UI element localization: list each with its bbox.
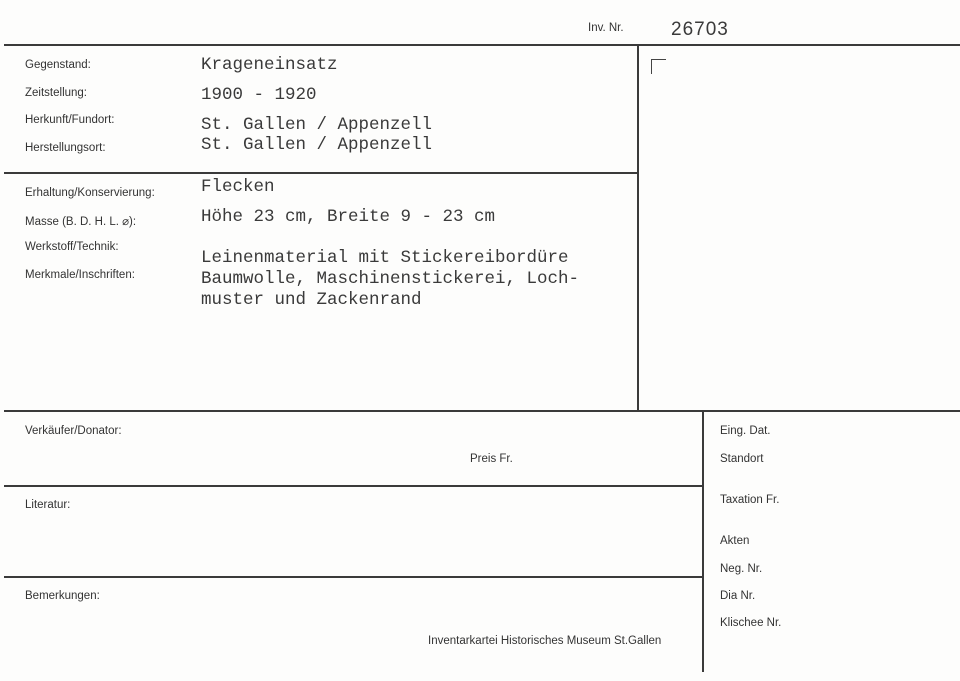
label-herkunft: Herkunft/Fundort: <box>25 114 115 126</box>
photo-corner-mark <box>651 59 666 74</box>
inv-nr-label: Inv. Nr. <box>588 22 624 34</box>
value-masse: Höhe 23 cm, Breite 9 - 23 cm <box>201 207 496 227</box>
value-werkstoff-line-3: muster und Zackenrand <box>201 290 422 310</box>
vertical-divider-top <box>637 44 639 411</box>
label-dia-nr: Dia Nr. <box>720 590 756 602</box>
label-zeitstellung: Zeitstellung: <box>25 87 88 99</box>
label-akten: Akten <box>720 535 750 547</box>
footer-museum: Inventarkartei Historisches Museum St.Gallen <box>428 635 662 647</box>
label-verkaeufer: Verkäufer/Donator: <box>25 425 122 437</box>
label-masse: Masse (B. D. H. L. ⌀): <box>25 216 137 228</box>
label-klischee-nr: Klischee Nr. <box>720 617 782 629</box>
value-werkstoff-line-1: Leinenmaterial mit Stickereibordüre <box>201 248 569 268</box>
label-taxation: Taxation Fr. <box>720 494 780 506</box>
label-literatur: Literatur: <box>25 499 71 511</box>
vertical-divider-bottom <box>702 410 704 672</box>
value-erhaltung: Flecken <box>201 177 275 197</box>
label-herstellungsort: Herstellungsort: <box>25 142 106 154</box>
label-gegenstand: Gegenstand: <box>25 59 91 71</box>
value-werkstoff-line-2: Baumwolle, Maschinenstickerei, Loch- <box>201 269 580 289</box>
value-gegenstand: Krageneinsatz <box>201 55 338 75</box>
inv-number: 26703 <box>671 19 729 40</box>
mid-rule <box>4 410 960 412</box>
label-werkstoff: Werkstoff/Technik: <box>25 241 119 253</box>
value-herstellungsort: St. Gallen / Appenzell <box>201 135 433 155</box>
label-merkmale: Merkmale/Inschriften: <box>25 269 135 281</box>
label-bemerkungen: Bemerkungen: <box>25 590 100 602</box>
label-eing-dat: Eing. Dat. <box>720 425 771 437</box>
value-herkunft: St. Gallen / Appenzell <box>201 115 433 135</box>
label-erhaltung: Erhaltung/Konservierung: <box>25 187 155 199</box>
rule-after-donator <box>4 485 702 487</box>
rule-after-origin <box>4 172 638 174</box>
label-neg-nr: Neg. Nr. <box>720 563 763 575</box>
rule-after-literatur <box>4 576 702 578</box>
label-preis: Preis Fr. <box>470 453 513 465</box>
label-standort: Standort <box>720 453 764 465</box>
value-zeitstellung: 1900 - 1920 <box>201 85 317 105</box>
top-rule <box>4 44 960 46</box>
